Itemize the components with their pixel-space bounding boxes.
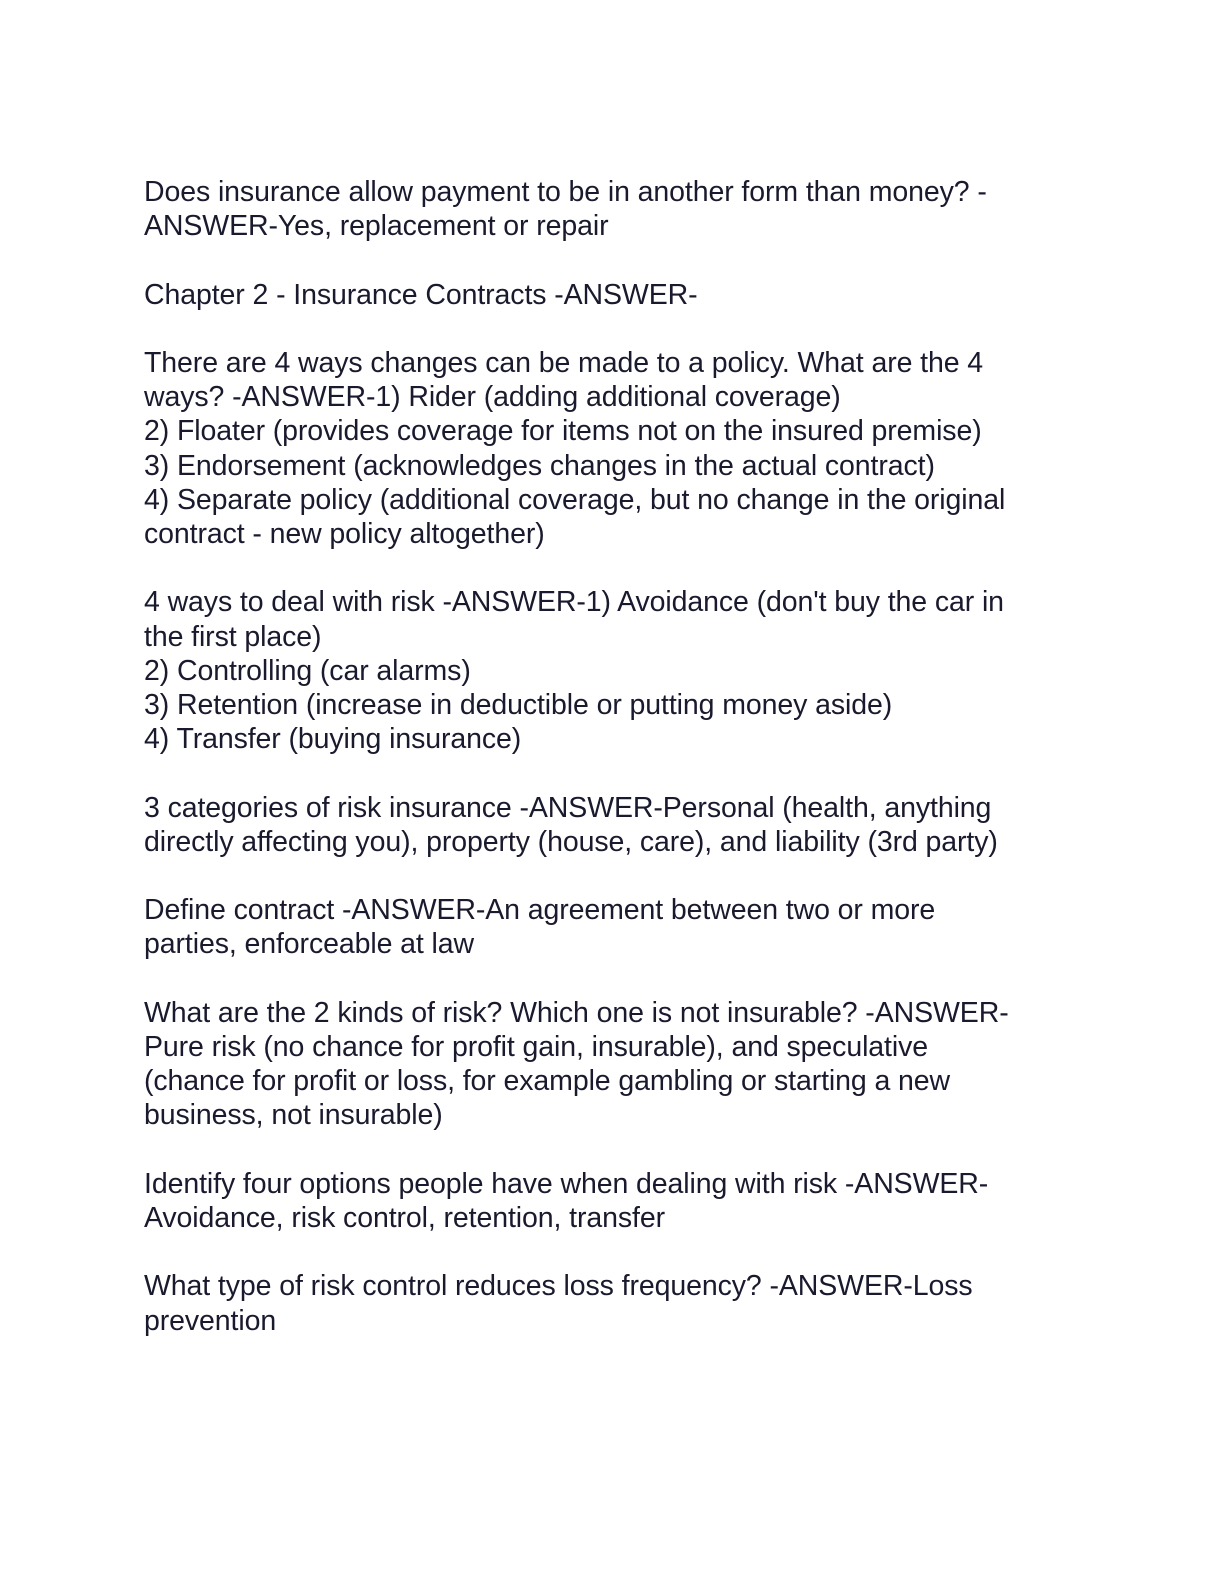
text-line: There are 4 ways changes can be made to a policy. What are the 4	[144, 346, 984, 379]
qa-entry	[144, 1269, 1084, 1337]
text-line: ANSWER-Yes, replacement or repair	[144, 210, 609, 243]
document-body	[144, 175, 1084, 1372]
text-line: directly affecting you), property (house, care), and liability (3rd party)	[144, 825, 998, 858]
text-line: ways? -ANSWER-1) Rider (adding additional coverage)	[144, 381, 841, 414]
text-line: Pure risk (no chance for profit gain, insurable), and speculative	[144, 1030, 928, 1063]
qa-entry	[144, 175, 1084, 243]
text-line: prevention	[144, 1304, 277, 1337]
text-line: 2) Floater (provides coverage for items not on the insured premise)	[144, 415, 982, 448]
text-line: (chance for profit or loss, for example gambling or starting a new	[144, 1065, 951, 1098]
text-line: Chapter 2 - Insurance Contracts -ANSWER-	[144, 278, 698, 311]
text-line: 3) Retention (increase in deductible or putting money aside)	[144, 689, 893, 721]
qa-entry	[144, 996, 1084, 1133]
text-line: Avoidance, risk control, retention, transfer	[144, 1201, 665, 1234]
qa-entry	[144, 585, 1084, 756]
text-line: Does insurance allow payment to be in another form than money? -	[144, 176, 987, 208]
text-line: 2) Controlling (car alarms)	[144, 654, 471, 687]
text-line: 3 categories of risk insurance -ANSWER-Personal (health, anything	[144, 791, 992, 824]
text-line: business, not insurable)	[144, 1099, 443, 1132]
text-line: 4 ways to deal with risk -ANSWER-1) Avoidance (don't buy the car in	[144, 586, 1004, 619]
text-line: Identify four options people have when dealing with risk -ANSWER-	[144, 1167, 989, 1200]
qa-entry	[144, 893, 1084, 961]
chapter-heading	[144, 278, 1084, 312]
text-line: What are the 2 kinds of risk? Which one is not insurable? -ANSWER-	[144, 996, 1009, 1029]
text-line: contract - new policy altogether)	[144, 518, 545, 550]
qa-entry	[144, 791, 1084, 859]
text-line: the first place)	[144, 620, 322, 653]
qa-entry	[144, 346, 1084, 551]
text-line: 3) Endorsement (acknowledges changes in the actual contract)	[144, 449, 935, 482]
text-line: parties, enforceable at law	[144, 928, 474, 961]
text-line: Define contract -ANSWER-An agreement between two or more	[144, 894, 936, 927]
text-line: 4) Separate policy (additional coverage, but no change in the original	[144, 483, 1006, 516]
text-line: What type of risk control reduces loss frequency? -ANSWER-Loss	[144, 1270, 973, 1303]
text-line: 4) Transfer (buying insurance)	[144, 723, 522, 756]
qa-entry	[144, 1167, 1084, 1235]
